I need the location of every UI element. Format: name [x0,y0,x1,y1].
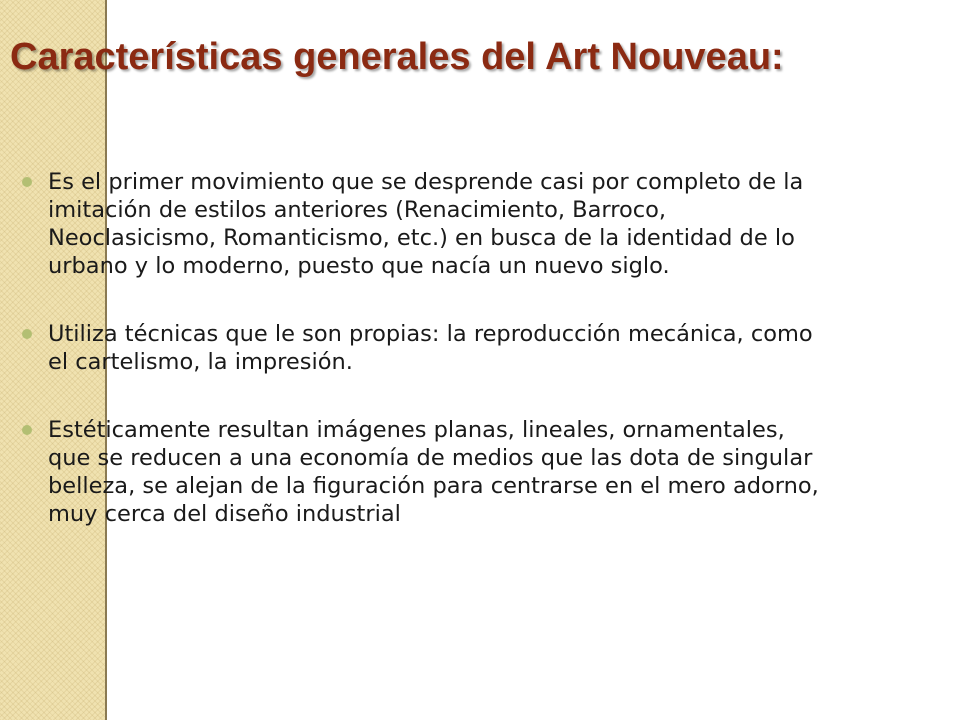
bullet-dot-icon [22,329,32,339]
bullet-list [22,168,822,568]
bullet-text-1: Es el primer movimiento que se desprende casi por completo de la imitación de estilos anteriores (Renacimiento, Barroco, Neoclasicismo, Romanticismo, etc.) en busca de la identidad de lo urbano y lo moderno, puesto que nacía un nuevo siglo. [48,169,804,279]
bullet-item-3 [22,416,822,528]
bullet-item-2 [22,320,822,376]
slide-title: Características generales del Art Nouveau: [10,36,784,78]
bullet-text-2: Utiliza técnicas que le son propias: la reproducción mecánica, como el cartelismo, la impresión. [48,321,813,375]
bullet-item-1 [22,168,822,280]
bullet-dot-icon [22,177,32,187]
bullet-text-3: Estéticamente resultan imágenes planas, lineales, ornamentales, que se reducen a una economía de medios que las dota de singular belleza, se alejan de la figuración para centrarse en el mero adorno, muy cerca del diseño industrial [48,417,819,527]
bullet-dot-icon [22,425,32,435]
